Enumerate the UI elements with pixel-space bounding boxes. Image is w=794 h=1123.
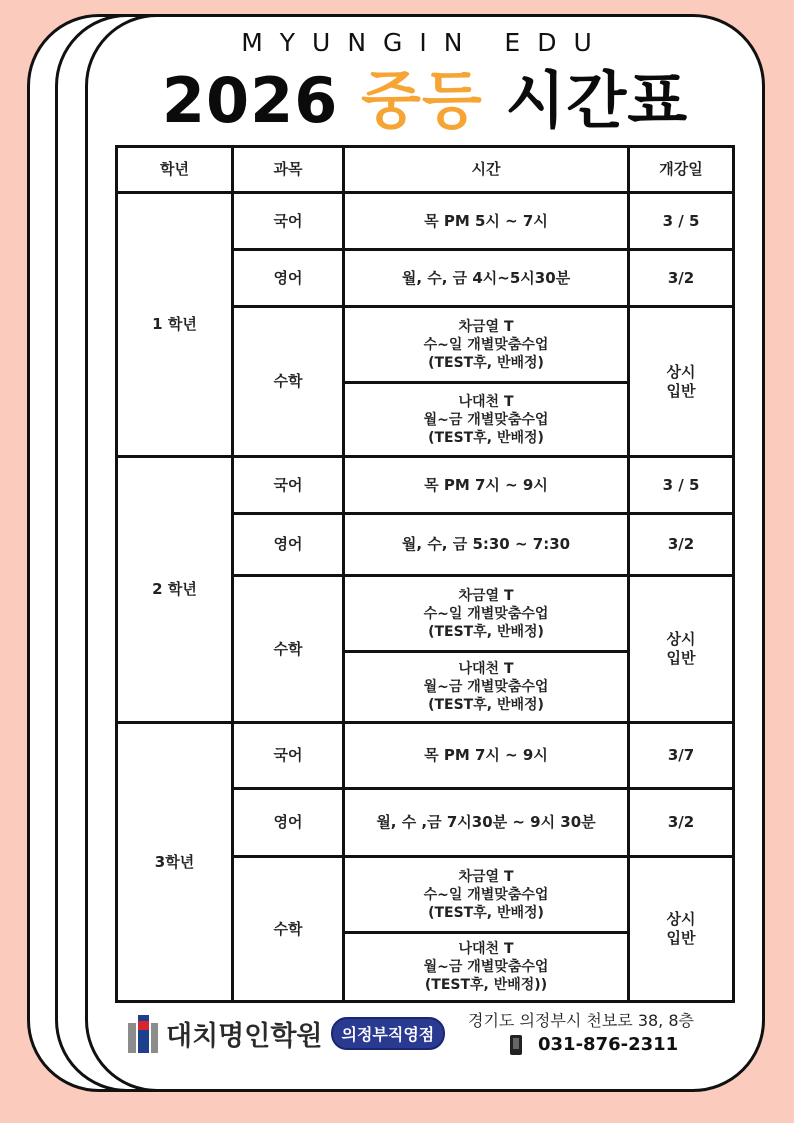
branch-badge: 의정부직영점 bbox=[331, 1017, 446, 1050]
math-class-cell bbox=[344, 383, 629, 457]
grade-cell: 1 학년 bbox=[117, 193, 233, 457]
title-rest: 시간표 bbox=[505, 64, 689, 137]
subject-cell: 영어 bbox=[233, 514, 344, 576]
teacher-name: 차금열 T bbox=[458, 868, 514, 885]
class-schedule: 수~일 개별맞춤수업 bbox=[423, 336, 549, 353]
table-row bbox=[117, 193, 734, 250]
math-class-cell bbox=[344, 933, 629, 1002]
start-date-cell bbox=[629, 576, 734, 723]
academy-name: 대치명인학원 bbox=[166, 1021, 323, 1052]
col-header-subject: 과목 bbox=[233, 147, 344, 193]
subject-cell: 수학 bbox=[233, 307, 344, 457]
phone-icon bbox=[510, 1035, 522, 1055]
start-date-cell: 3/7 bbox=[629, 723, 734, 789]
class-note: (TEST후, 반배정) bbox=[428, 429, 544, 446]
start-line: 상시 bbox=[666, 630, 696, 648]
start-date-cell bbox=[629, 857, 734, 1002]
subject-cell: 영어 bbox=[233, 250, 344, 307]
class-note: (TEST후, 반배정) bbox=[428, 354, 544, 371]
teacher-name: 차금열 T bbox=[458, 587, 514, 604]
class-schedule: 월~금 개별맞춤수업 bbox=[423, 679, 549, 695]
math-class-cell bbox=[344, 307, 629, 383]
subject-cell: 국어 bbox=[233, 457, 344, 514]
subject-cell: 수학 bbox=[233, 857, 344, 1002]
academy-logo bbox=[128, 1014, 445, 1053]
class-schedule: 수~일 개별맞춤수업 bbox=[423, 886, 549, 903]
start-line: 입반 bbox=[666, 381, 696, 400]
class-note: (TEST후, 반배정) bbox=[428, 623, 544, 640]
start-date-cell: 3 / 5 bbox=[629, 457, 734, 514]
title-highlight: 중등 bbox=[361, 64, 483, 137]
start-date-cell: 3/2 bbox=[629, 789, 734, 857]
phone-contact bbox=[510, 1034, 678, 1055]
phone-number: 031-876-2311 bbox=[538, 1034, 679, 1055]
start-line: 상시 bbox=[666, 362, 696, 381]
math-class-cell bbox=[344, 857, 629, 933]
start-line: 상시 bbox=[666, 910, 696, 928]
table-row bbox=[117, 457, 734, 514]
math-class-cell bbox=[344, 576, 629, 652]
timetable bbox=[115, 145, 735, 1003]
subject-cell: 수학 bbox=[233, 576, 344, 723]
teacher-name: 나대천 T bbox=[458, 393, 514, 410]
teacher-name: 나대천 T bbox=[458, 941, 514, 957]
col-header-grade: 학년 bbox=[117, 147, 233, 193]
teacher-name: 차금열 T bbox=[458, 318, 514, 335]
start-date-cell: 3 / 5 bbox=[629, 193, 734, 250]
grade-cell: 2 학년 bbox=[117, 457, 233, 723]
logo-icon bbox=[128, 1015, 158, 1053]
start-date-cell: 3/2 bbox=[629, 250, 734, 307]
class-schedule: 월~금 개별맞춤수업 bbox=[423, 959, 549, 975]
class-note: (TEST후, 반배정) bbox=[428, 904, 544, 921]
col-header-start: 개강일 bbox=[629, 147, 734, 193]
start-line: 입반 bbox=[666, 929, 696, 947]
time-cell: 목 PM 7시 ~ 9시 bbox=[344, 457, 629, 514]
class-note: (TEST후, 반배정)) bbox=[424, 977, 548, 993]
teacher-name: 나대천 T bbox=[458, 661, 514, 677]
col-header-time: 시간 bbox=[344, 147, 629, 193]
time-cell: 목 PM 7시 ~ 9시 bbox=[344, 723, 629, 789]
time-cell: 목 PM 5시 ~ 7시 bbox=[344, 193, 629, 250]
start-line: 입반 bbox=[666, 649, 696, 667]
time-cell: 월, 수, 금 4시~5시30분 bbox=[344, 250, 629, 307]
page-title bbox=[85, 66, 765, 136]
math-class-cell bbox=[344, 652, 629, 723]
subject-cell: 영어 bbox=[233, 789, 344, 857]
title-year: 2026 bbox=[161, 64, 339, 137]
table-row bbox=[117, 723, 734, 789]
brand-name: MYUNGIN EDU bbox=[241, 28, 609, 57]
subject-cell: 국어 bbox=[233, 193, 344, 250]
subject-cell: 국어 bbox=[233, 723, 344, 789]
class-schedule: 월~금 개별맞춤수업 bbox=[423, 411, 549, 428]
table-header-row bbox=[117, 147, 734, 193]
time-cell: 월, 수 ,금 7시30분 ~ 9시 30분 bbox=[344, 789, 629, 857]
start-date-cell bbox=[629, 307, 734, 457]
address: 경기도 의정부시 천보로 38, 8층 bbox=[468, 1011, 694, 1030]
class-schedule: 수~일 개별맞춤수업 bbox=[423, 605, 549, 622]
time-cell: 월, 수, 금 5:30 ~ 7:30 bbox=[344, 514, 629, 576]
class-note: (TEST후, 반배정) bbox=[428, 697, 544, 713]
grade-cell: 3학년 bbox=[117, 723, 233, 1002]
start-date-cell: 3/2 bbox=[629, 514, 734, 576]
